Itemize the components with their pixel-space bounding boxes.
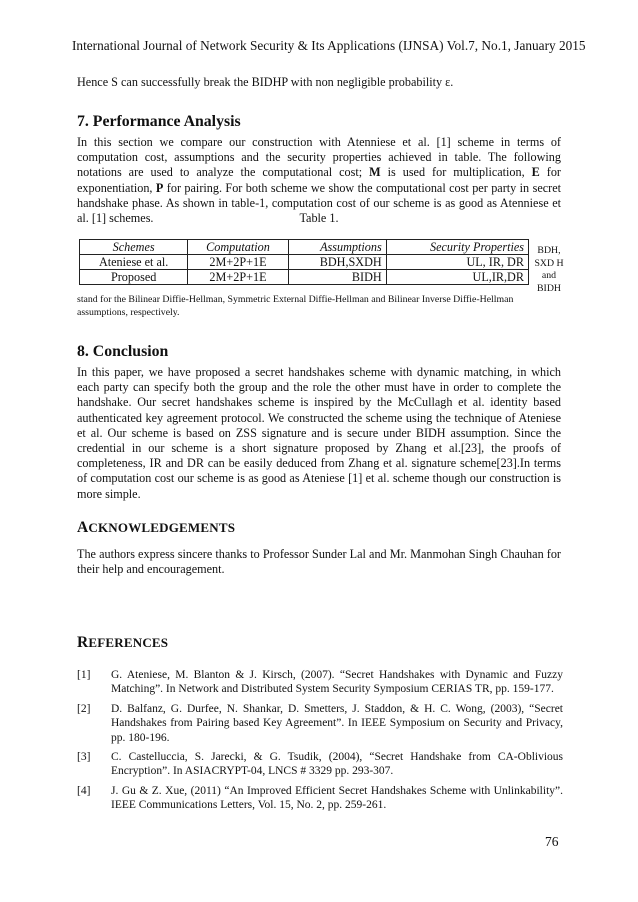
reference-number: [1] bbox=[77, 669, 91, 681]
header-computation: Computation bbox=[188, 240, 288, 255]
reference-number: [3] bbox=[77, 751, 91, 763]
journal-header: International Journal of Network Security & Its Applications (IJNSA) Vol.7, No.1, January 2015 bbox=[72, 38, 586, 53]
section-8-title: 8. Conclusion bbox=[77, 343, 169, 360]
intro-line: Hence S can successfully break the BIDHP with non negligible probability ε. bbox=[77, 75, 454, 89]
references-title: REFERENCES bbox=[77, 634, 169, 651]
table-cell: Ateniese et al. bbox=[80, 255, 188, 270]
reference-item bbox=[77, 668, 563, 697]
reference-item bbox=[77, 702, 563, 745]
acknowledgements-paragraph: The authors express sincere thanks to Professor Sunder Lal and Mr. Manmohan Singh Chauhan for their help and encouragement. bbox=[77, 547, 561, 577]
table-cell: BIDH bbox=[288, 270, 386, 285]
conclusion-paragraph: In this paper, we have proposed a secret handshakes scheme with dynamic matching, in which each party can specify both the group and the role the other must have in order to complete the handshake. Our secret handshakes scheme is inspired by the McCullagh et al. identity based authenticated key agreement protocol. We constructed the scheme using the technique of Ateniese et al. Our scheme is based on ZSS signature and is secure under BIDH assumption. Since the credential in our scheme is a short signature proposed by Zhang et al.[23], the proofs of completeness, IR and DR can be easily deduced from Zhang et al. signature scheme[23].In terms of computation cost our scheme is as good as Ateniese [1] et al. scheme though our construction is more simple. bbox=[77, 365, 561, 501]
section-7-title: 7. Performance Analysis bbox=[77, 113, 241, 130]
table-cell: UL,IR,DR bbox=[386, 270, 528, 285]
table-cell: 2M+2P+1E bbox=[188, 255, 288, 270]
reference-text: J. Gu & Z. Xue, (2011) “An Improved Efficient Secret Handshakes Scheme with Unlinkability”. IEEE Communications Letters, Vol. 15, No. 2, pp. 259-261. bbox=[111, 785, 563, 812]
reference-number: [4] bbox=[77, 785, 91, 797]
header-schemes: Schemes bbox=[80, 240, 188, 255]
header-security-properties: Security Properties bbox=[386, 240, 528, 255]
table-footnote: stand for the Bilinear Diffie-Hellman, Symmetric External Diffie-Hellman and Bilinear Inverse Diffie-Hellman assumptions, respectively. bbox=[77, 294, 514, 318]
header-assumptions: Assumptions bbox=[288, 240, 386, 255]
table-cell: UL, IR, DR bbox=[386, 255, 528, 270]
reference-item bbox=[77, 750, 563, 779]
reference-text: D. Balfanz, G. Durfee, N. Shankar, D. Smetters, J. Staddon, & H. C. Wong, (2003), “Secret Handshakes from Pairing based Key Agreement”. In IEEE Symposium on Security and Privacy, pp. 180-196. bbox=[111, 703, 563, 744]
reference-item bbox=[77, 784, 563, 813]
reference-text: G. Ateniese, M. Blanton & J. Kirsch, (2007). “Secret Handshakes with Dynamic and Fuzzy Matching”. In Network and Distributed System Security Symposium CERIAS TR, pp. 159-177. bbox=[111, 669, 563, 696]
reference-text: C. Castelluccia, S. Jarecki, & G. Tsudik, (2004), “Secret Handshake from CA-Oblivious Encryption”. In ASIACRYPT-04, LNCS # 3329 pp. 293-307. bbox=[111, 751, 563, 778]
acknowledgements-title: ACKNOWLEDGEMENTS bbox=[77, 519, 236, 536]
table-cell: Proposed bbox=[80, 270, 188, 285]
page-number: 76 bbox=[545, 834, 559, 849]
table-cell: 2M+2P+1E bbox=[188, 270, 288, 285]
table-row bbox=[80, 270, 529, 285]
table-side-note: BDH, SXD H and BIDH bbox=[534, 245, 564, 294]
table-cell: BDH,SXDH bbox=[288, 255, 386, 270]
table-caption: Table 1. bbox=[299, 211, 339, 225]
table-row bbox=[80, 255, 529, 270]
reference-number: [2] bbox=[77, 703, 91, 715]
section-7-paragraph: In this section we compare our construction with Atenniese et al. [1] scheme in terms of computation cost, assumptions and the security properties achieved in table. The following notations are used to analyze the computational cost; M is used for multiplication, E for exponentiation, P for pairing. For both scheme we show the computational cost per party in secret handshake phase. As shown in table-1, computation cost of our scheme is as good as Atenniese et al. [1] schemes. bbox=[77, 135, 561, 226]
table-header-row bbox=[80, 240, 529, 255]
comparison-table bbox=[79, 239, 529, 285]
